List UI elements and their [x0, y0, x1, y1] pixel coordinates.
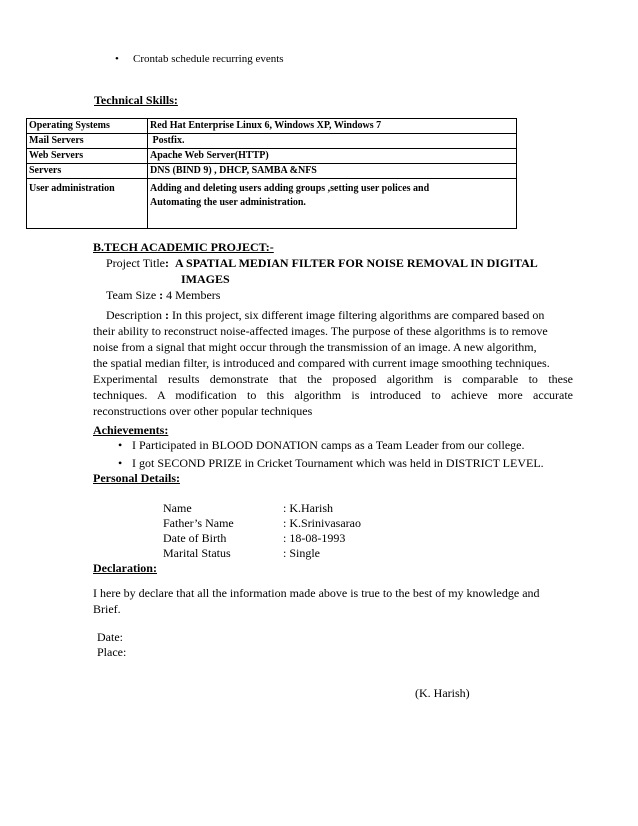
desc-line: the spatial median filter, is introduced and compared with current image smoothing techniques. — [93, 356, 550, 370]
team-size-label: Team Size — [106, 288, 157, 302]
date-label: Date: — [97, 630, 123, 644]
skills-row — [27, 179, 517, 229]
project-title-line2: IMAGES — [181, 272, 230, 286]
desc-text: In this project, six different image filtering algorithms are compared based on — [172, 308, 545, 322]
bullet-icon: • — [118, 438, 123, 452]
pd-value-father: : K.Srinivasarao — [283, 516, 361, 530]
bullet-icon: • — [118, 456, 123, 470]
pd-label-father: Father’s Name — [163, 516, 234, 530]
skills-value — [148, 119, 517, 134]
skills-label: Mail Servers — [27, 134, 148, 149]
desc-line: reconstructions over other popular techniques — [93, 404, 313, 418]
pd-label-name: Name — [163, 501, 192, 515]
pd-value-dob: : 18-08-1993 — [283, 531, 346, 545]
team-size-sep: : — [159, 288, 164, 302]
skills-value-line: Automating the user administration. — [150, 197, 306, 208]
skills-value-line: Postfix. — [150, 135, 185, 146]
skills-value-line: Apache Web Server(HTTP) — [150, 150, 269, 161]
declaration-text-line1: I here by declare that all the information made above is true to the best of my knowledge and — [93, 586, 540, 600]
top-bullet-marker: • — [115, 53, 119, 65]
skills-label: User administration — [27, 179, 148, 229]
achievement-item — [118, 456, 544, 471]
desc-label: Description — [106, 308, 162, 322]
pd-value-name: : K.Harish — [283, 501, 333, 515]
skills-value-line: Red Hat Enterprise Linux 6, Windows XP, Windows 7 — [150, 120, 382, 131]
achievement-item — [118, 438, 524, 453]
project-description — [93, 307, 573, 419]
skills-value — [148, 179, 517, 229]
desc-line — [93, 307, 573, 323]
achievement-text: I got SECOND PRIZE in Cricket Tournament which was held in DISTRICT LEVEL. — [132, 456, 544, 470]
signature: (K. Harish) — [415, 686, 470, 700]
skills-row — [27, 149, 517, 164]
declaration-heading: Declaration: — [93, 561, 157, 575]
top-bullet-text: Crontab schedule recurring events — [133, 53, 284, 65]
personal-details-heading: Personal Details: — [93, 471, 180, 485]
skills-value-line: DNS (BIND 9) , DHCP, SAMBA &NFS — [150, 165, 317, 176]
desc-line: noise from a signal that might occur through the transmission of an image. A new algorithm, — [93, 340, 537, 354]
achievement-text: I Participated in BLOOD DONATION camps as a Team Leader from our college. — [132, 438, 525, 452]
project-title-label: Project Title — [106, 256, 166, 270]
skills-value — [148, 134, 517, 149]
skills-value-line: Adding and deleting users adding groups ,setting user polices and — [150, 183, 430, 194]
skills-table — [26, 118, 517, 229]
declaration-text-line2: Brief. — [93, 602, 121, 616]
skills-label: Web Servers — [27, 149, 148, 164]
skills-row — [27, 164, 517, 179]
pd-label-marital: Marital Status — [163, 546, 231, 560]
skills-row — [27, 134, 517, 149]
team-size-row — [106, 288, 220, 303]
project-heading: B.TECH ACADEMIC PROJECT:- — [93, 240, 274, 254]
desc-line: techniques. A modification to this algorithm is introduced to achieve more accurate — [93, 388, 573, 402]
project-title-line1: A SPATIAL MEDIAN FILTER FOR NOISE REMOVAL IN DIGITAL — [175, 256, 538, 270]
skills-label: Servers — [27, 164, 148, 179]
pd-label-dob: Date of Birth — [163, 531, 227, 545]
desc-line: their ability to reconstruct noise-affected images. The purpose of these algorithms is to remove — [93, 324, 548, 338]
achievements-heading: Achievements: — [93, 423, 169, 437]
desc-line: Experimental results demonstrate that the proposed algorithm is comparable to these — [93, 372, 573, 386]
project-title-sep: : — [165, 256, 170, 270]
skills-value — [148, 149, 517, 164]
place-label: Place: — [97, 645, 127, 659]
team-size-value: 4 Members — [166, 288, 221, 302]
skills-label: Operating Systems — [27, 119, 148, 134]
pd-value-marital: : Single — [283, 546, 321, 560]
project-title-row — [106, 256, 538, 271]
desc-sep: : — [165, 308, 169, 322]
skills-row — [27, 119, 517, 134]
technical-skills-heading: Technical Skills: — [94, 93, 178, 107]
skills-value — [148, 164, 517, 179]
